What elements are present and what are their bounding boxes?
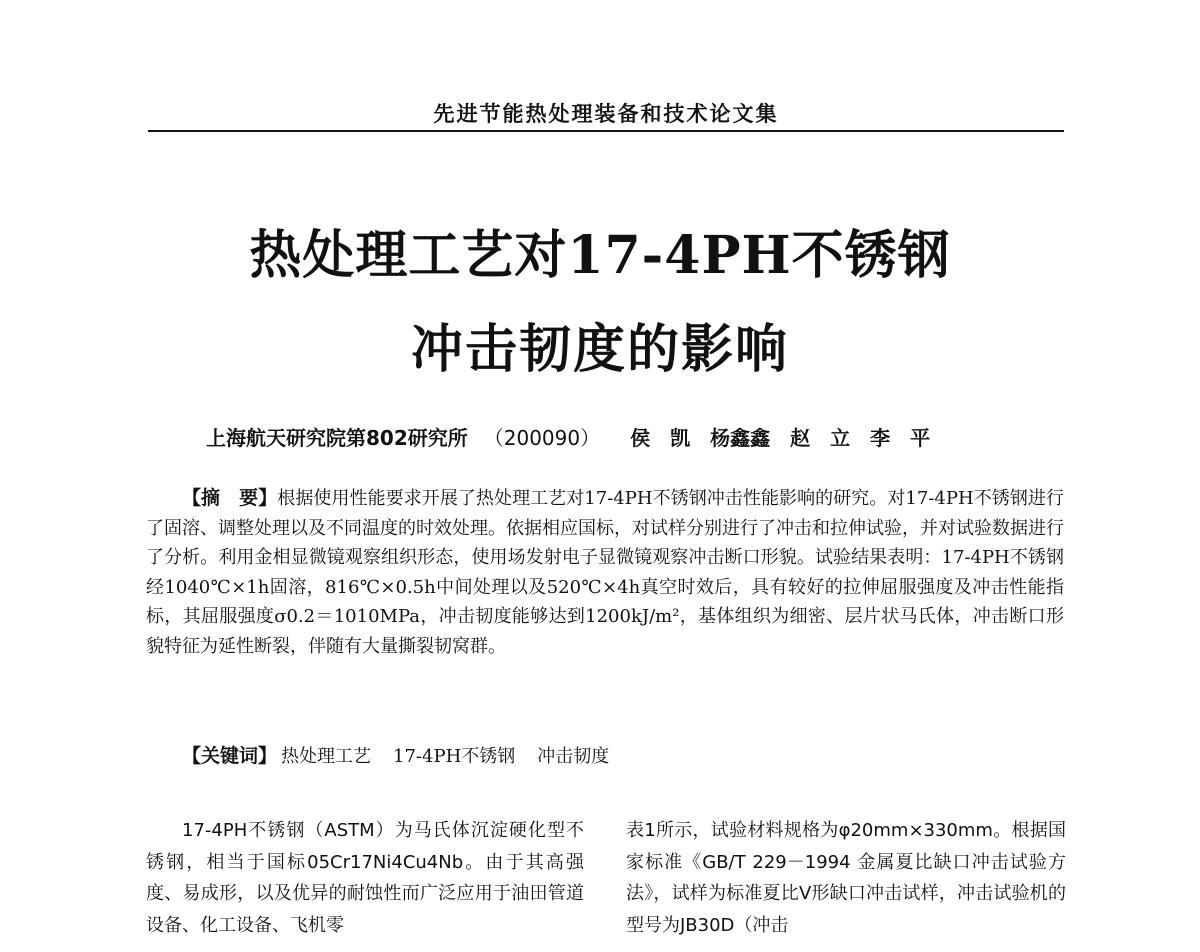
abstract-label: 【摘 要】	[182, 487, 278, 509]
keyword-item: 热处理工艺	[281, 746, 372, 767]
keywords	[182, 742, 1062, 771]
postcode: （200090）	[483, 426, 601, 450]
author-names: 侯 凯 杨鑫鑫 赵 立 李 平	[630, 426, 931, 450]
header-rule	[148, 130, 1064, 132]
affiliation: 上海航天研究院第802研究所	[206, 426, 468, 450]
body-right-column: 表1所示，试验材料规格为φ20mm×330mm。根据国家标准《GB/T 229－1994 金属夏比缺口冲击试验方法》，试样为标准夏比V形缺口冲击试样，冲击试验机的型号为JB30D（冲击	[626, 820, 1066, 936]
keyword-item: 冲击韧度	[537, 746, 610, 767]
abstract-text: 根据使用性能要求开展了热处理工艺对17-4PH不锈钢冲击性能影响的研究。对17-4PH不锈钢进行了固溶、调整处理以及不同温度的时效处理。依据相应国标，对试样分别进行了冲击和拉伸试验，并对试验数据进行了分析。利用金相显微镜观察组织形态，使用场发射电子显微镜观察冲击断口形貌。试验结果表明：17-4PH不锈钢经1040℃×1h固溶，816℃×0.5h中间处理以及520℃×4h真空时效后，具有较好的拉伸屈服强度及冲击性能指标，其屈服强度σ0.2＝1010MPa，冲击韧度能够达到1200kJ/m²，基体组织为细密、层片状马氏体，冲击断口形貌特征为延性断裂，伴随有大量撕裂韧窝群。	[146, 488, 1064, 657]
author-line	[206, 424, 1006, 452]
article-title-line-1: 热处理工艺对17-4PH不锈钢	[249, 225, 951, 286]
keywords-label: 【关键词】	[182, 745, 278, 767]
abstract	[146, 484, 1064, 661]
article-title-line-2: 冲击韧度的影响	[410, 319, 789, 380]
running-header: 先进节能热处理装备和技术论文集	[433, 102, 779, 126]
keyword-item: 17-4PH不锈钢	[393, 746, 516, 767]
body-left-column: 17-4PH不锈钢（ASTM）为马氏体沉淀硬化型不锈钢，相当于国标05Cr17Ni4Cu4Nb。由于其高强度、易成形，以及优异的耐蚀性而广泛应用于油田管道设备、化工设备、飞机零	[146, 820, 584, 936]
